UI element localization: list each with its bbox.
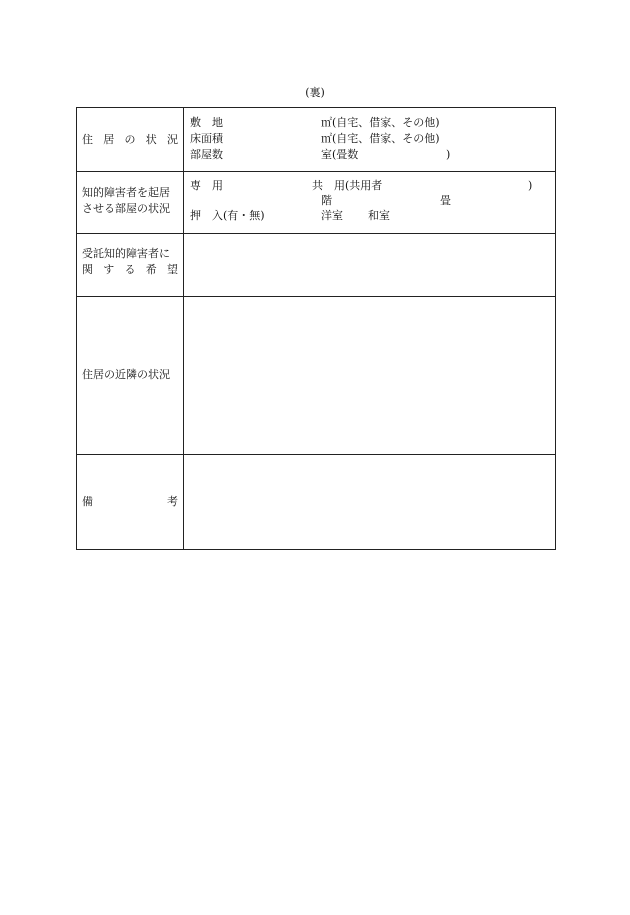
label-char: す <box>103 263 115 276</box>
label-char: 望 <box>167 263 178 276</box>
row-remarks <box>77 454 555 549</box>
tatami-label: 畳 <box>440 194 451 207</box>
label-neighborhood: 住居の近隣の状況 <box>82 368 170 381</box>
site-area-unit: ㎡(自宅、借家、その他) <box>321 116 440 129</box>
room-count-unit: 室(畳数 <box>321 148 359 161</box>
label-char: 希 <box>145 263 157 276</box>
closet-label: 押 入(有・無) <box>190 209 265 222</box>
label-line <box>82 262 178 278</box>
exclusive-use-label: 専 用 <box>190 179 223 192</box>
label-residence-status <box>77 132 183 148</box>
label-wishes <box>77 246 183 278</box>
floor-area-unit: ㎡(自宅、借家、その他) <box>321 132 440 145</box>
shared-use-label: 共 用(共用者 <box>312 179 383 192</box>
site-area-label: 敷 地 <box>190 116 223 129</box>
page-side-label: (裏) <box>305 86 325 99</box>
label-line: 知的障害者を起居 <box>82 186 170 199</box>
label-room-status <box>77 185 183 217</box>
room-count-close: ) <box>446 148 451 161</box>
room-count-label: 部屋数 <box>190 148 223 161</box>
row-wishes <box>77 233 555 297</box>
label-char: 状 <box>145 133 157 146</box>
label-char: 関 <box>82 263 93 276</box>
label-char: 考 <box>167 495 178 508</box>
label-char: る <box>124 263 136 276</box>
shared-use-close: ) <box>528 179 533 192</box>
label-char: 備 <box>82 495 93 508</box>
label-char: 況 <box>167 133 178 146</box>
residence-form-table <box>76 107 556 550</box>
label-char: 住 <box>82 133 93 146</box>
floor-level-label: 階 <box>321 194 332 207</box>
japanese-room-label: 和室 <box>368 209 390 222</box>
row-neighborhood <box>77 296 555 455</box>
row-room-status <box>77 171 555 234</box>
western-room-label: 洋室 <box>321 209 343 222</box>
row-residence-status <box>77 108 555 172</box>
floor-area-label: 床面積 <box>190 132 223 145</box>
label-line: 受託知的障害者に <box>82 247 170 260</box>
label-char: の <box>124 133 136 146</box>
label-line: させる部屋の状況 <box>82 202 170 215</box>
label-char: 居 <box>103 133 115 146</box>
label-remarks <box>77 494 183 510</box>
